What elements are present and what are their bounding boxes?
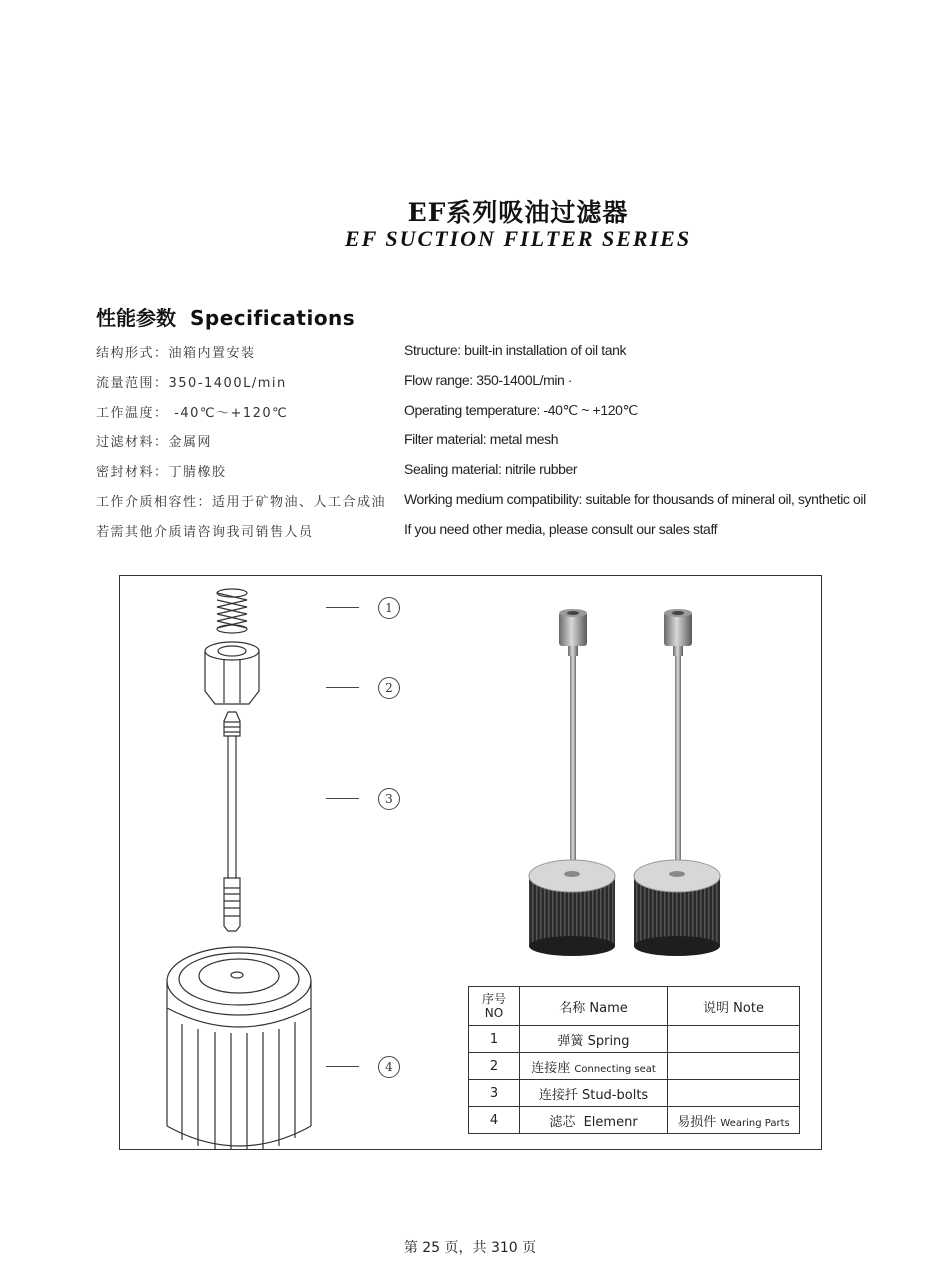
cell-name-en: Spring	[587, 1033, 630, 1049]
spec-en: Flow range: 350-1400L/min ·	[404, 371, 573, 388]
product-photo	[516, 606, 726, 961]
cell-name	[520, 1080, 668, 1107]
specifications-heading-cn: 性能参数	[96, 306, 176, 330]
page-title-cn: EF系列吸油过滤器	[407, 198, 629, 227]
callout-number-2: 2	[378, 677, 400, 699]
specifications-list	[96, 338, 896, 547]
spec-cn: 密封材料：丁腈橡胶	[96, 465, 227, 481]
filter-photo-right	[634, 609, 720, 956]
spec-row-compatibility	[96, 487, 896, 517]
cell-name	[520, 1107, 668, 1134]
callout-number-4: 4	[378, 1056, 400, 1078]
callout-line-4	[326, 1066, 359, 1067]
filter-photo-left	[529, 609, 615, 956]
spec-row-other-media	[96, 517, 896, 547]
cell-note	[668, 1053, 800, 1080]
spec-cn: 结构形式：油箱内置安装	[96, 346, 256, 361]
specifications-heading	[96, 302, 355, 331]
header-no	[469, 987, 520, 1026]
cell-name-cn: 连接扦	[538, 1087, 578, 1103]
spec-row-flow-range	[96, 368, 896, 398]
callout-line-1	[326, 607, 359, 608]
cell-name	[520, 1053, 668, 1080]
filter-element-drawing	[167, 947, 311, 1150]
figure-box	[119, 575, 822, 1150]
header-no-cn: 序号	[481, 992, 506, 1006]
spec-cn: 工作介质相容性：适用于矿物油、人工合成油	[96, 494, 387, 510]
header-no-en: NO	[484, 1006, 504, 1020]
stud-bolt-drawing	[224, 712, 240, 931]
table-row	[469, 1053, 800, 1080]
cell-no: 1	[469, 1026, 520, 1053]
cell-no: 2	[469, 1053, 520, 1080]
parts-table	[468, 986, 800, 1134]
cell-name	[520, 1026, 668, 1053]
spec-row-sealing-material	[96, 457, 896, 487]
spec-row-temperature	[96, 398, 896, 428]
cell-note-cn: 易损件	[677, 1114, 717, 1130]
table-row	[469, 1080, 800, 1107]
cell-name-cn: 连接座	[531, 1060, 571, 1076]
cell-name-en: Elemenr	[583, 1114, 638, 1130]
parts-table-header	[469, 987, 800, 1026]
spec-en: If you need other media, please consult our sales staff	[404, 520, 718, 537]
spec-en: Structure: built-in installation of oil tank	[404, 342, 627, 358]
spring-drawing	[217, 589, 247, 633]
spec-en: Working medium compatibility: suitable for thousands of mineral oil, synthetic oil	[404, 490, 866, 507]
cell-note-en: Wearing Parts	[720, 1117, 790, 1129]
spec-cn: 若需其他介质请咨询我司销售人员	[96, 524, 314, 540]
callout-number-1: 1	[378, 597, 400, 619]
specifications-heading-en: Specifications	[190, 306, 356, 330]
cell-name-en: Stud-bolts	[581, 1087, 649, 1103]
cell-name-cn: 滤芯	[549, 1114, 576, 1130]
table-row	[469, 1026, 800, 1053]
spec-en: Operating temperature: -40℃ ~ +120℃	[404, 401, 638, 418]
callout-number-3: 3	[378, 788, 400, 810]
spec-row-filter-material	[96, 427, 896, 457]
header-note: 说明 Note	[668, 987, 800, 1026]
spec-cn: 过滤材料：金属网	[96, 435, 213, 451]
spec-cn: 流量范围：350-1400L/min	[96, 375, 287, 391]
cell-no: 4	[469, 1107, 520, 1134]
header-name: 名称 Name	[520, 987, 668, 1026]
page-footer: 第 25 页，共 310 页	[403, 1240, 537, 1256]
cell-no: 3	[469, 1080, 520, 1107]
spec-en: Filter material: metal mesh	[404, 431, 559, 448]
spec-en: Sealing material: nitrile rubber	[404, 461, 578, 478]
callout-line-2	[326, 687, 359, 688]
cell-note	[668, 1026, 800, 1053]
cell-name-en: Connecting seat	[574, 1063, 656, 1075]
cell-note	[668, 1107, 800, 1134]
callout-line-3	[326, 798, 359, 799]
cell-name-cn: 弹簧	[557, 1033, 584, 1049]
table-row	[469, 1107, 800, 1134]
spec-row-structure	[96, 338, 896, 368]
exploded-view-drawing	[120, 576, 450, 1151]
page-title-en: EF SUCTION FILTER SERIES	[344, 226, 692, 251]
connecting-seat-drawing	[205, 642, 259, 704]
cell-note	[668, 1080, 800, 1107]
spec-cn: 工作温度： -40℃～+120℃	[96, 405, 289, 421]
